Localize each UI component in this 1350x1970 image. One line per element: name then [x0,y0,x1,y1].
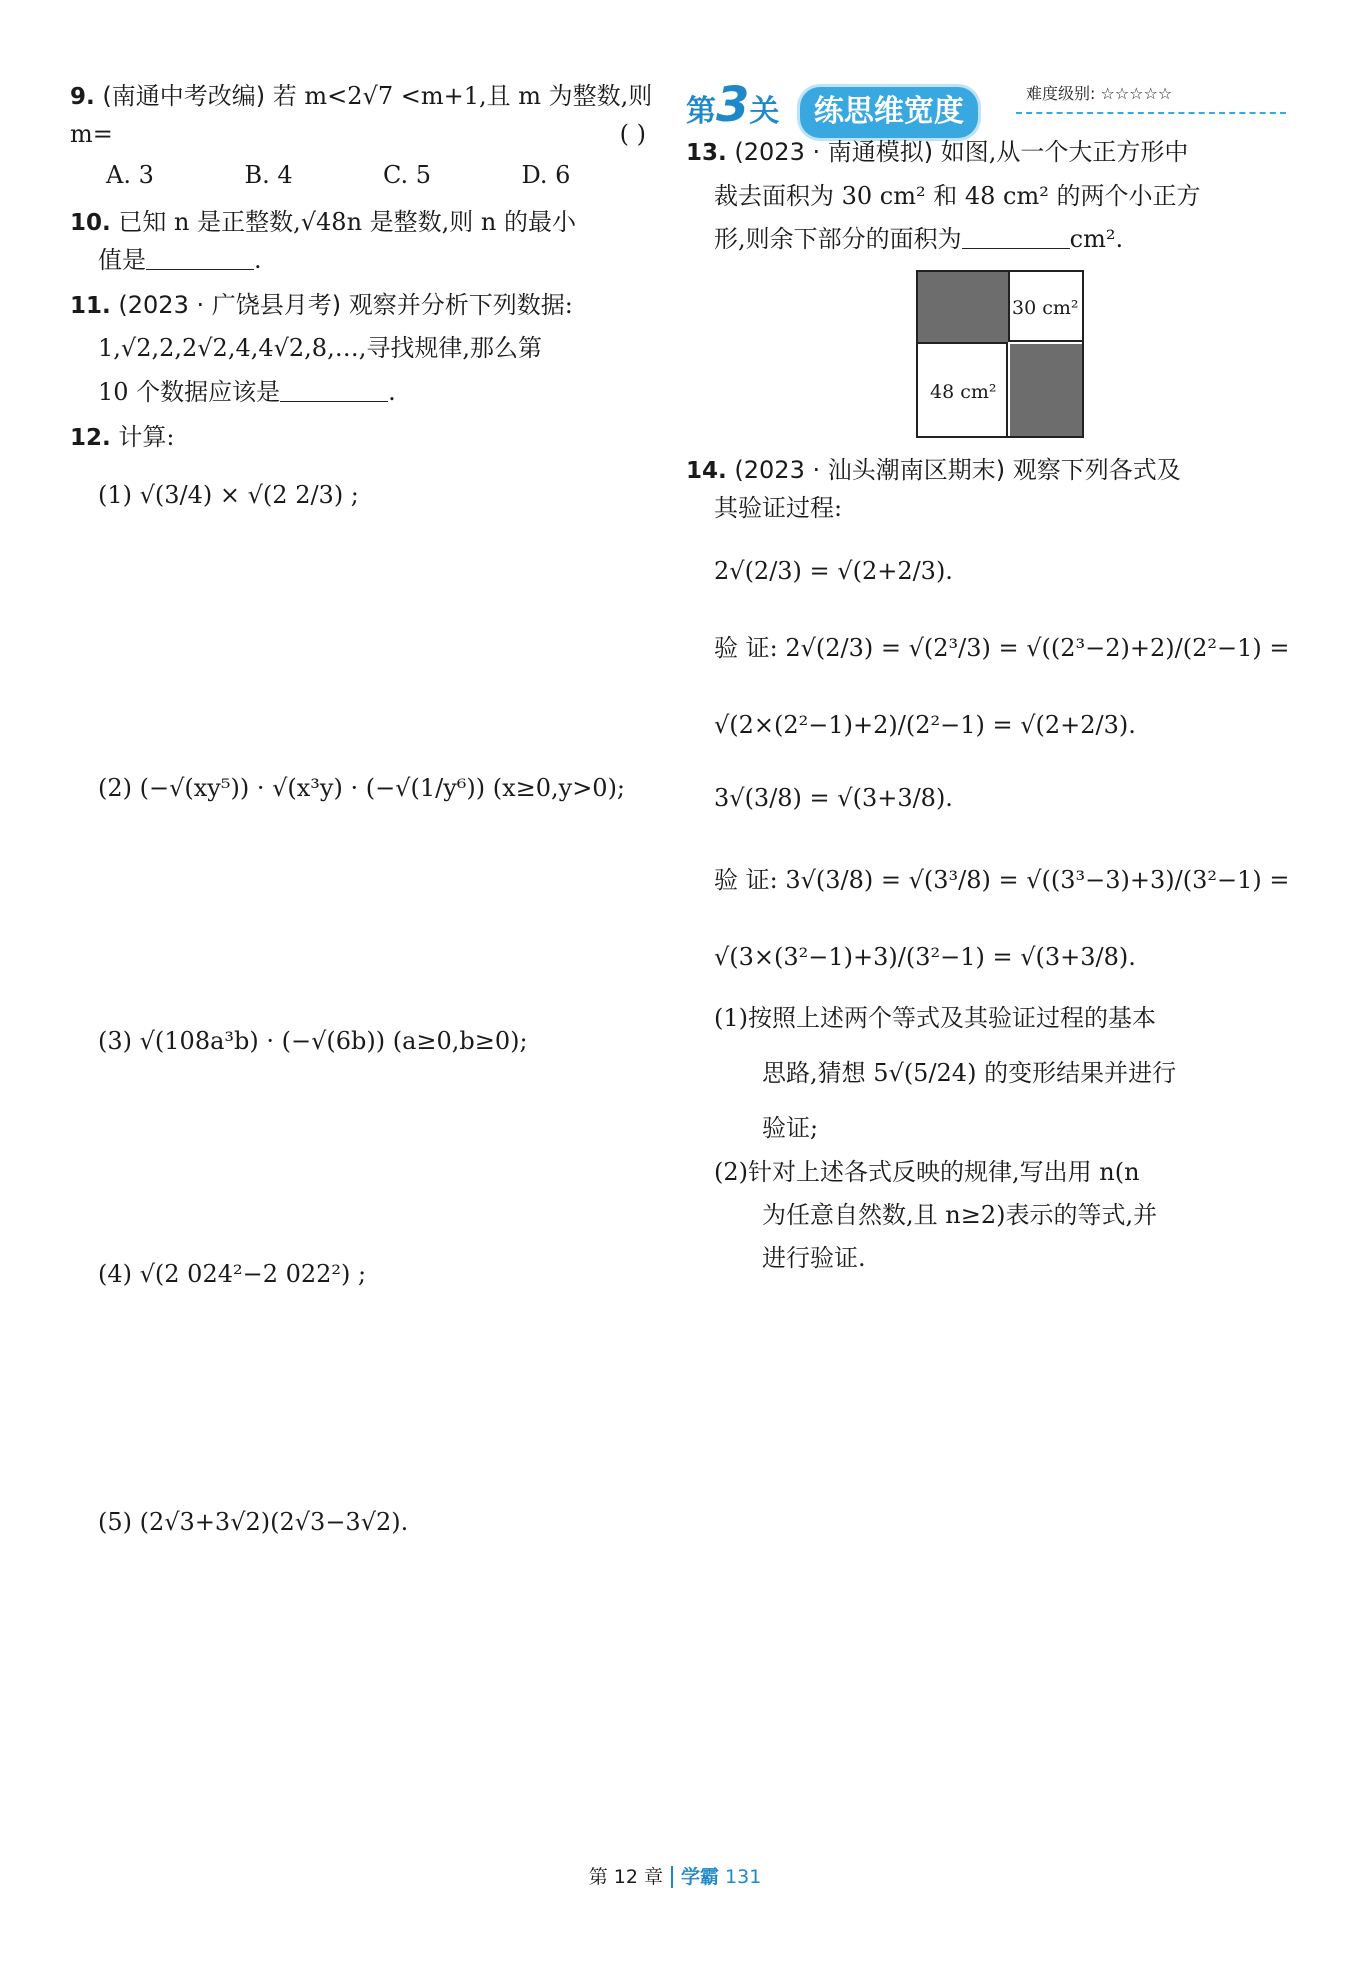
question-source: (2023 · 南通模拟) [734,138,934,166]
question-12 [70,419,660,1542]
section-header [686,68,1286,133]
level-label [686,77,790,133]
punctuation: . [388,377,396,406]
sub-question-text: (2)针对上述各式反映的规律,写出用 n(n [714,1157,1140,1186]
choice-c: C. 5 [383,160,432,189]
shaded-region-bottom [1010,344,1082,436]
verification-1a: 验 证: 2√(2/3) = √(2³/3) = √((2³−2)+2)/(2²−1) = [714,634,1290,663]
question-text: 若 m<2√7 <m+1,且 m 为整数,则 m= [70,82,653,148]
verification-2a: 验 证: 3√(3/8) = √(3³/8) = √((3³−3)+3)/(3²−1) = [714,865,1290,894]
difficulty-rating: 难度级别: ☆☆☆☆☆ [1026,84,1173,103]
sub-question-text: 思路,猜想 5√(5/24) 的变形结果并进行 [762,1059,1177,1088]
small-square-48 [918,342,1008,436]
shaded-region-top [918,272,1008,342]
answer-blank [146,247,254,270]
equation-2: 3√(3/8) = √(3+3/8). [714,784,953,813]
calc-part-5: (5) (2√3+3√2)(2√3−3√2). [98,1508,409,1537]
question-number: 10. [70,210,111,237]
question-source: (南通中考改编) [102,82,266,110]
question-14 [686,452,1290,1277]
square-area-label: 48 cm² [930,381,997,404]
question-number: 12. [70,424,111,451]
choice-a: A. 3 [106,160,154,189]
question-number: 13. [686,140,727,166]
question-source: (2023 · 广饶县月考) [118,290,342,319]
sub-question-text: (1)按照上述两个等式及其验证过程的基本 [714,1003,1156,1032]
sub-question-text: 进行验证. [762,1243,866,1272]
calc-part-4: (4) √(2 024²−2 022²) ; [98,1260,367,1289]
page-footer [0,1862,1350,1889]
brand-label: 学霸 [671,1866,719,1888]
choice-b: B. 4 [244,160,293,189]
sub-question-text: 为任意自然数,且 n≥2)表示的等式,并 [762,1200,1158,1229]
answer-blank [280,379,388,402]
question-text: 形,则余下部分的面积为 [714,224,962,253]
question-source: (2023 · 汕头潮南区期末) [734,456,1006,485]
question-text: 观察下列各式及 [1012,456,1181,485]
page-number: 131 [725,1866,762,1888]
question-text: 观察并分析下列数据: [348,290,573,319]
question-9 [70,78,660,194]
equation-1: 2√(2/3) = √(2+2/3). [714,556,953,585]
question-text: 计算: [118,422,175,451]
choice-list [70,157,660,194]
level-prefix: 第 [686,94,716,129]
dashed-divider [1016,112,1286,114]
punctuation: . [254,245,262,274]
calc-part-2: (2) (−√(xy⁵)) · √(x³y) · (−√(1/y⁶)) (x≥0,y>0); [98,773,626,802]
question-text: 已知 n 是正整数,√48n 是整数,则 n 的最小 [118,208,576,237]
sub-question-text: 验证; [762,1114,819,1143]
question-11 [70,287,660,411]
answer-paren: ( ) [619,119,646,148]
right-column [686,68,1290,1277]
calc-part-3: (3) √(108a³b) · (−√(6b)) (a≥0,b≥0); [98,1026,528,1055]
square-area-label: 30 cm² [1012,297,1079,320]
question-text: 如图,从一个大正方形中 [940,138,1189,166]
question-number: 9. [70,84,95,110]
question-text: 裁去面积为 30 cm² 和 48 cm² 的两个小正方 [714,181,1201,210]
question-text: 值是 [98,245,146,274]
answer-blank [962,226,1070,249]
question-text: 10 个数据应该是 [98,377,281,406]
question-number: 11. [70,292,111,319]
verification-1b: √(2×(2²−1)+2)/(2²−1) = √(2+2/3). [714,711,1136,740]
sub-question-2 [686,1154,1286,1278]
level-number: 3 [716,77,750,133]
sub-question-1 [686,1000,1286,1148]
left-column [70,78,660,1541]
question-text: 1,√2,2,2√2,4,4√2,8,…,寻找规律,那么第 [98,334,542,363]
section-title: 练思维宽度 [800,87,978,138]
chapter-label: 第 12 章 [588,1866,663,1888]
verification-2b: √(3×(3²−1)+3)/(3²−1) = √(3+3/8). [714,942,1136,971]
choice-d: D. 6 [521,160,571,189]
unit-label: cm². [1069,224,1124,253]
question-10 [70,204,660,279]
question-13 [686,134,1286,438]
question-number: 14. [686,458,727,485]
level-suffix: 关 [749,94,780,129]
question-text: 其验证过程: [714,493,843,522]
calc-part-1: (1) √(3/4) × √(2 2/3) ; [98,480,359,509]
small-square-30 [1008,272,1082,342]
square-figure [916,270,1084,438]
